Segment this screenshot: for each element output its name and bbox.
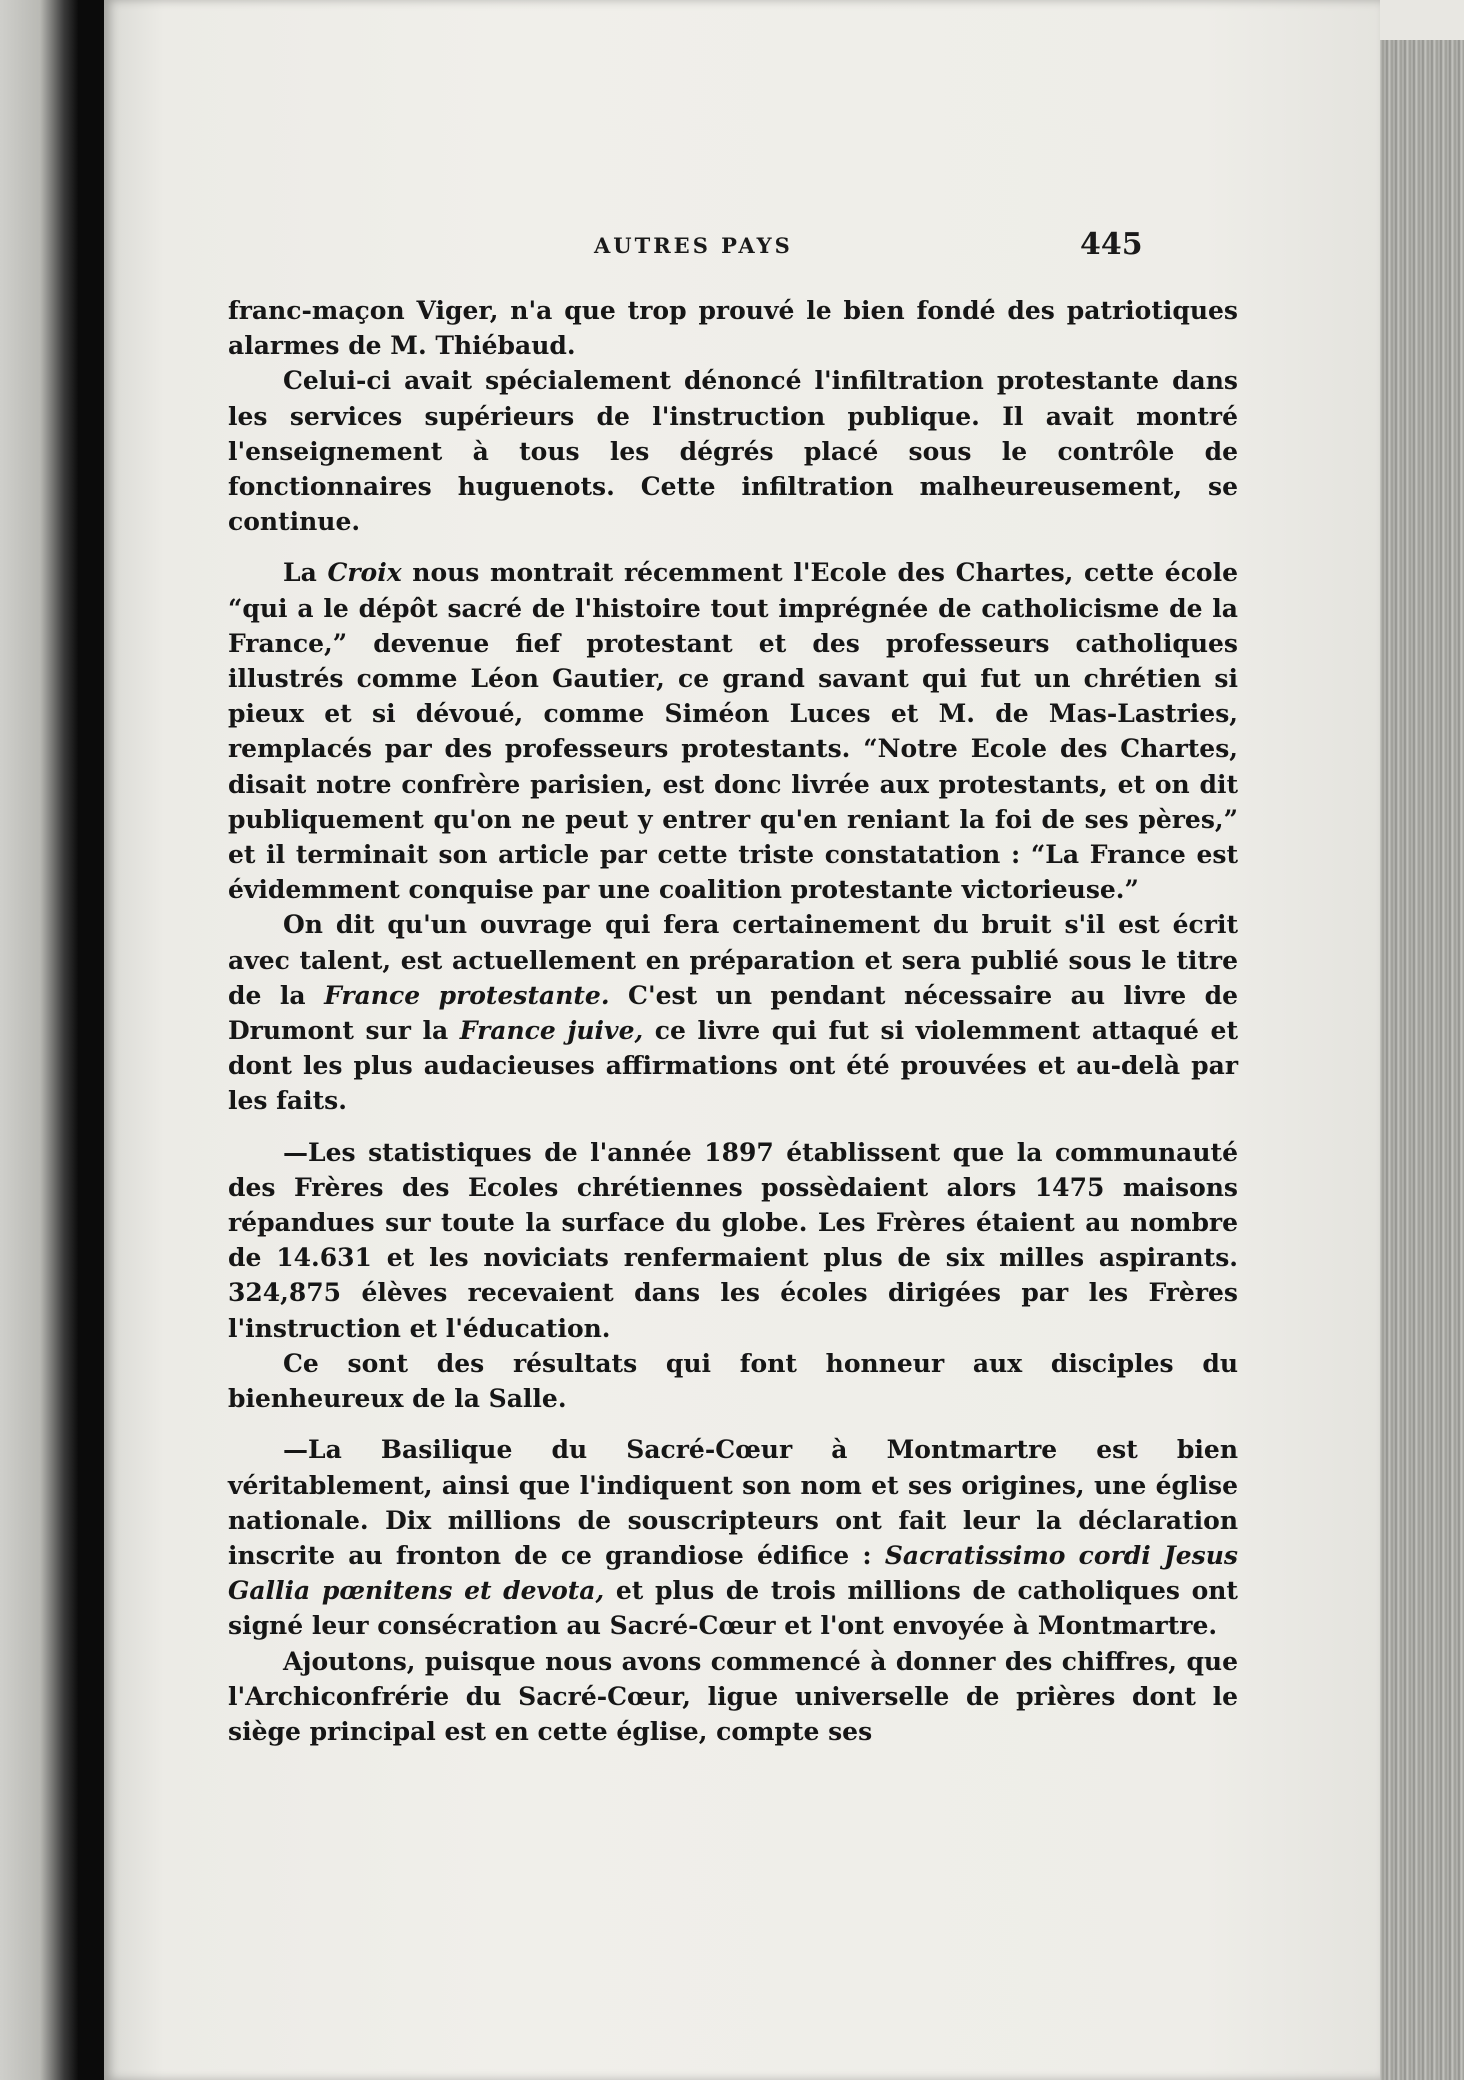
paragraph [228, 1432, 1238, 1643]
book-page [104, 0, 1380, 2080]
text-run: Ce sont des résultats qui font honneur aux disciples du bienheureux de la Salle. [228, 1348, 1238, 1414]
text-run: Celui-ci avait spécialement dénoncé l'infiltration protestante dans les services supérieurs de l'instruction publique. Il avait montré l'enseignement à tous les dégrés placé sous le contrôle de fonctionnaires huguenots. Cette infiltration malheureusement, se continue. [228, 366, 1238, 537]
text-run: et plus de trois millions de catholiques ont signé leur consécration au Sacré-Cœur et l'ont envoyée à Montmartre. [228, 1576, 1238, 1641]
paragraph [228, 1644, 1238, 1750]
paragraph [228, 363, 1238, 539]
page-header [104, 227, 1380, 273]
text-run: On dit qu'un ouvrage qui fera certainement du bruit s'il est écrit avec talent, est actuellement en préparation et sera publié sous le titre de la [228, 910, 1238, 1010]
paragraph [228, 1346, 1238, 1416]
text-run: —La Basilique du Sacré-Cœur à Montmartre est bien véritablement, ainsi que l'indiquent son nom et ses origines, une église nationale. Dix millions de souscripteurs ont fait leur la déclaration inscrite au fronton de ce grandiose édifice : [228, 1435, 1238, 1570]
text-run: franc-maçon Viger, n'a que trop prouvé le bien fondé des patriotiques alarmes de M. Thiébaud. [228, 296, 1238, 361]
text-run: nous montrait récemment l'Ecole des Chartes, cette école “qui a le dépôt sacré de l'histoire tout imprégnée de catholicisme de la France,” devenue fief protestant et des professeurs catholiques illustrés comme Léon Gautier, ce grand savant qui fut un chrétien si pieux et si dévoué, comme Siméon Luces et M. de Mas-Lastries, remplacés par des professeurs protestants. “Notre Ecole des Chartes, disait notre confrère parisien, est donc livrée aux protestants, et on dit publiquement qu'on ne peut y entrer qu'en reniant la foi de ses pères,” et il terminait son article par cette triste constatation : “La France est évidemment conquise par une coalition protestante victorieuse.” [228, 558, 1239, 905]
text-run: —Les statistiques de l'année 1897 établissent que la communauté des Frères des Ecoles chrétiennes possèdaient alors 1475 maisons répandues sur toute la surface du globe. Les Frères étaient au nombre de 14.631 et les noviciats renfermaient plus de six milles aspirants. 324,875 élèves recevaient dans les écoles dirigées par les Frères l'instruction et l'éducation. [228, 1137, 1238, 1343]
paragraph [228, 555, 1238, 907]
italic-text: Sacratissimo cordi Jesus Gallia pœnitens et devota, [228, 1540, 1238, 1606]
text-run: Ajoutons, puisque nous avons commencé à donner des chiffres, que l'Archiconfrérie du Sacré-Cœur, ligue universelle de prières dont le siège principal est en cette église, compte ses [228, 1646, 1238, 1746]
italic-text: Croix [327, 558, 402, 588]
book-gutter [78, 0, 104, 2080]
page-number: 445 [1080, 227, 1143, 262]
body-text [228, 293, 1238, 1749]
paragraph [228, 1135, 1238, 1346]
text-run: C'est un pendant nécessaire au livre de Drumont sur la [228, 980, 1238, 1046]
page-stack-top [1380, 0, 1464, 40]
paragraph [228, 907, 1238, 1118]
italic-text: France juive, [459, 1016, 644, 1046]
previous-page-edge [0, 0, 78, 2080]
text-run: ce livre qui fut si violemment attaqué et dont les plus audacieuses affirmations ont été prouvées et au-delà par les faits. [228, 1016, 1238, 1116]
running-title: AUTRES PAYS [594, 233, 793, 258]
italic-text: France protestante. [324, 980, 610, 1010]
page-stack-edge [1380, 40, 1464, 2080]
text-run: La [283, 558, 328, 588]
paragraph [228, 293, 1238, 363]
